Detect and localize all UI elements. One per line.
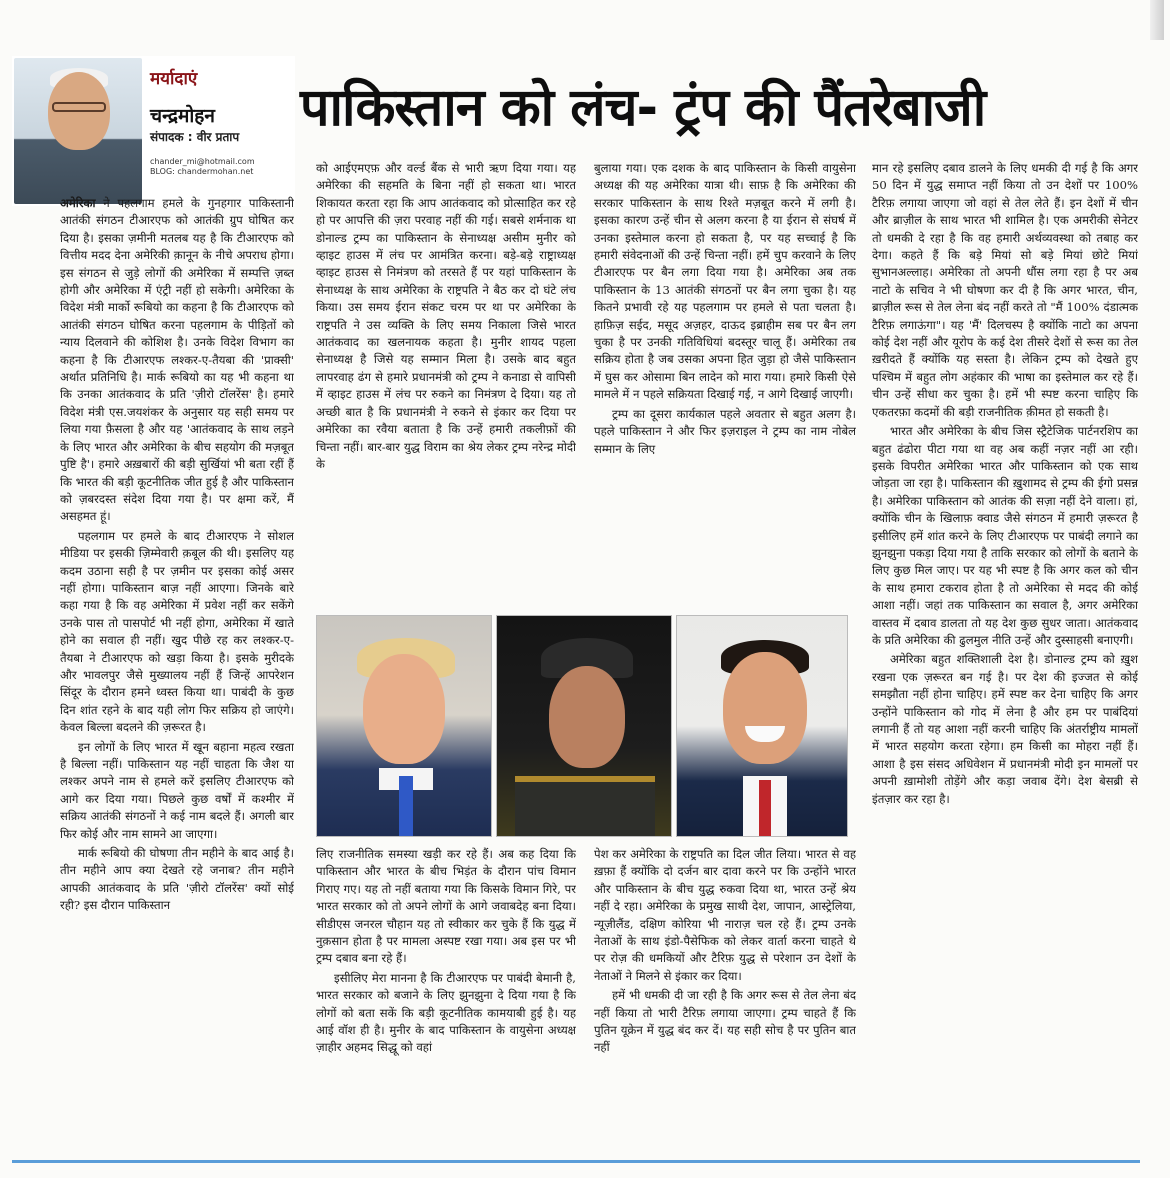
- photo-munir: [496, 615, 672, 837]
- author-blog: BLOG: chandermohan.net: [150, 167, 254, 176]
- bottom-rule: [12, 1160, 1140, 1163]
- author-glasses: [52, 102, 106, 112]
- lead-word: अमेरिका: [60, 196, 96, 210]
- paragraph: मार्क रूबियो की घोषणा तीन महीने के बाद आई है। तीन महीने आप क्या देखते रहे जनाब? तीन महीने आपकी आतंकवाद के प्रति 'ज़ीरो टॉलरेंस' क्यों सोई रही? इस दौरान पाकिस्तान: [60, 846, 294, 913]
- paragraph: ट्रम्प का दूसरा कार्यकाल पहले अवतार से बहुत अलग है। पहले पाकिस्तान ने और फिर इज़राइल ने ट्रम्प का नाम नोबेल सम्मान के लिए: [594, 406, 856, 456]
- article-column-4: [872, 160, 1138, 1150]
- headline: पाकिस्तान को लंच- ट्रंप की पैंतरेबाजी: [300, 78, 986, 138]
- article-column-3-bottom: [594, 846, 856, 1150]
- author-name: चन्द्रमोहन: [150, 105, 215, 127]
- paragraph: मान रहे इसलिए दबाव डालने के लिए धमकी दी गई है कि अगर 50 दिन में युद्ध समाप्त नहीं किया तो उन देशों पर 100% टैरिफ़ लगाया जाएगा जो वहां से तेल लेते हैं। इन देशों में चीन और ब्राज़ील के साथ भारत भी शामिल है। एक अमरीकी सेनेटर तो धमकी दे रहा है कि वह हमारी अर्थव्यवस्था को तबाह कर देगा। कहते हैं कि बड़े मियां सो बड़े मियां छोटे मियां सुभानअल्लाह। अमेरिका तो अपनी धौंस लगा रहा है पर अब नाटो के सचिव ने भी घोषणा कर दी है कि अगर भारत, चीन, ब्राज़ील रूस से तेल लेना बंद नहीं करते तो "मैं 100% दंडात्मक टैरिफ़ लगाऊंगा"। यह 'मैं' दिलचस्प है क्योंकि नाटो का अपना कोई देश नहीं और यूरोप के कई देश तीसरे देशों से रूस का तेल ख़रीदते हैं क्योंकि यह सस्ता है। लेकिन ट्रम्प को देखते हुए पश्चिम में बहुत लोग अहंकार की भाषा का इस्तेमाल कर रहे हैं। चीन उन्हें सीधा कर चुका है। हमें भी स्पष्ट करना चाहिए कि एकतरफ़ा कदमों की बड़ी राजनीतिक क़ीमत हो सकती है।: [872, 161, 1138, 419]
- paragraph: पेश कर अमेरिका के राष्ट्रपति का दिल जीत लिया। भारत से वह ख़फ़ा हैं क्योंकि दो दर्जन बार दावा करने पर कि उन्होंने भारत और पाकिस्तान के बीच युद्ध रुकवा दिया था, भारत उन्हें श्रेय नहीं दे रहा। अमेरिका के प्रमुख साथी देश, जापान, आस्ट्रेलिया, न्यूज़ीलैंड, दक्षिण कोरिया भी नाराज़ चल रहे हैं। ट्रम्प उनके नेताओं के साथ इंडो-पैसेफिक को लेकर वार्ता करना चाहते थे पर रोज़ की धमकियों और टैरिफ़ युद्ध से परेशान उन देशों के नेताओं ने मिलने से इंकार कर दिया।: [594, 847, 856, 983]
- photo-rubio: [676, 615, 848, 837]
- paragraph: हमें भी धमकी दी जा रही है कि अगर रूस से तेल लेना बंद नहीं किया तो भारी टैरिफ़ लगाया जाएगा। ट्रम्प चाहते हैं कि पुतिन यूक्रेन में युद्ध बंद कर दें। यह सही सोच है पर पुतिन बात नहीं: [594, 988, 856, 1055]
- photo-face: [363, 654, 445, 764]
- paragraph: को आईएमएफ़ और वर्ल्ड बैंक से भारी ऋण दिया गया। यह अमेरिका की सहमति के बिना नहीं हो सकता था। भारत शिकायत करता रहा कि आप आतंकवाद को प्रोत्साहित कर रहे हो पर आपत्ति की ज़रा परवाह नहीं की गई। सबसे शर्मनाक था डोनाल्ड ट्रम्प का पाकिस्तान के सेनाध्यक्ष असीम मुनीर को व्हाइट हाउस में लंच पर आमंत्रित करना। बड़े-बड़े राष्ट्राध्यक्ष व्हाइट हाउस से निमंत्रण को तरसते हैं पर यहां पाकिस्तान के सेनाध्यक्ष के साथ अमेरिका के राष्ट्रपति ने बैठ कर दो घंटे लंच किया। उस समय ईरान संकट चरम पर था पर अमेरिका के राष्ट्रपति ने उस व्यक्ति के लिए समय निकाला जिसे भारत आतंकवाद का खलनायक कहता है। मुनीर शायद पहला सेनाध्यक्ष है जिसे यह सम्मान मिला है। उसके बाद बहुत लापरवाह ढंग से हमारे प्रधानमंत्री को ट्रम्प ने कनाडा से वापिसी में व्हाइट हाउस में लंच पर रुकने का निमंत्रण दे दिया। यह तो अच्छी बात है कि प्रधानमंत्री ने रुकने से इंकार कर दिया पर अमेरिका का रवैया बताता है कि उन्हें हमारी तकलीफ़ों की चिन्ता नहीं। बार-बार युद्ध विराम का श्रेय लेकर ट्रम्प नरेन्द्र मोदी के: [316, 161, 576, 471]
- page-corner-shadow: [1150, 0, 1164, 40]
- paragraph: बुलाया गया। एक दशक के बाद पाकिस्तान के किसी वायुसेना अध्यक्ष की यह अमेरिका यात्रा थी। साफ़ है कि अमेरिका की सरकार पाकिस्तान के साथ रिश्ते मज़बूत करने में लगी है। इसका कारण उन्हें चीन से अलग करना है या ईरान से संघर्ष में उनका इस्तेमाल करना हो सकता है, पर यह सच्चाई है कि हमारी संवेदनाओं की उन्हें चिन्ता नहीं। हमें चुप करवाने के लिए टीआरएफ पर बैन लगा दिया गया है। अमेरिका अब तक पाकिस्तान के 13 आतंकी संगठनों पर बैन लगा चुका है। यह कितने प्रभावी रहे यह पहलगाम पर हमले से पता चलता है। हाफ़िज़ सईद, मसूद अज़हर, दाऊद इब्राहीम सब पर बैन लग चुका है पर उनकी गतिविधियां बदस्तूर चालू हैं। अमेरिका तब सक्रिय होता है जब उसका अपना हित जुड़ा हो जैसे पाकिस्तान में घुस कर ओसामा बिन लादेन को मारा गया। हमारे किसी ऐसे मामले में न पहले सक्रियता दिखाई गई, न आगे दिखाई जाएगी।: [594, 161, 856, 402]
- author-email: chander_mi@hotmail.com: [150, 157, 255, 166]
- photo-trump: [316, 615, 492, 837]
- photo-face: [549, 666, 625, 768]
- paragraph: अमेरिका बहुत शक्तिशाली देश है। डोनाल्ड ट्रम्प को ख़ुश रखना एक ज़रूरत बन गई है। पर देश की इज्जत से कोई समझौता नहीं होना चाहिए। हमें स्पष्ट कर देना चाहिए कि अगर उन्होंने पाकिस्तान को गोद में लेना है और हम पर पाबंदियां लगानी हैं तो यह आशा नहीं करनी चाहिए कि अंतर्राष्ट्रीय मामलों में भारत सहयोग करता रहेगा। हम किसी का मोहरा नहीं हैं। आशा है इस संसद अधिवेशन में प्रधानमंत्री मोदी इन मामलों पर अपनी ख़ामोशी तोड़ेंगे और कड़ा जवाब देंगे। देश बेसब्री से इंतज़ार कर रहा है।: [872, 652, 1138, 806]
- paragraph: लिए राजनीतिक समस्या खड़ी कर रहे हैं। अब कह दिया कि पाकिस्तान और भारत के बीच भिड़ंत के दौरान पांच विमान गिराए गए। यह तो नहीं बताया गया कि किसके विमान गिरे, पर भारत सरकार को तो अपने लोगों के आगे जवाबदेह बना दिया। सीडीएस जनरल चौहान यह तो स्वीकार कर चुके हैं कि युद्ध में नुक़सान होता है पर मामला अस्पष्ट रखा गया। अब इस पर भी ट्रम्प दबाव बना रहे हैं।: [316, 847, 576, 966]
- paragraph: पहलगाम पर हमले के बाद टीआरएफ ने सोशल मीडिया पर इसकी ज़िम्मेवारी क़बूल की थी। इसलिए यह कदम उठाना सही है पर ज़मीन पर इसका कोई असर नहीं होगा। पाकिस्तान बाज़ नहीं आएगा। जिनके बारे कहा गया है कि वह अमेरिका में प्रवेश नहीं कर सकेंगे उनके पास तो पासपोर्ट भी नहीं होगा, अमेरिका में खाते होने का सवाल ही नहीं। खुद पीछे रह कर लश्कर-ए-तैयबा ने टीआरएफ को खड़ा किया है। इसके मुरीदके और भावलपुर जैसे मुख्यालय नहीं हैं जिन्हें आपरेशन सिंदूर के दौरान हमने ध्वस्त किया था। पाबंदी के कुछ दिन शांत रहने के बाद यही लोग फिर सक्रिय हो जाएंगे। केवल बिल्ला बदलने की ज़रूरत है।: [60, 528, 294, 735]
- photo-tie: [399, 776, 413, 837]
- photo-uniform: [515, 776, 655, 837]
- article-column-3-top: [594, 160, 856, 610]
- article-column-2-top: [316, 160, 576, 610]
- article-column-1: [60, 195, 294, 1150]
- photo-face: [723, 652, 807, 764]
- paragraph: इन लोगों के लिए भारत में खून बहाना महत्व रखता है बिल्ला नहीं। पाकिस्तान यह नहीं चाहता कि जैश या लश्कर अपने नाम से हमले करें इसलिए टीआरएफ को आगे कर दिया गया। पिछले कुछ वर्षों में कश्मीर में सक्रिय आतंकी संगठनों ने कई नाम बदले हैं। अगली बार फिर कोई और नाम सामने आ जाएगा।: [60, 739, 294, 841]
- author-photo: [14, 58, 142, 204]
- column-title: मर्यादाएं: [150, 69, 198, 89]
- paragraph: इसीलिए मेरा मानना है कि टीआरएफ पर पाबंदी बेमानी है, भारत सरकार को बजाने के लिए झुनझुना दे दिया गया है कि लोगों को बता सकें कि बड़ी कूटनीतिक कामयाबी हुई है। यह आई वॉश ही है। मुनीर के बाद पाकिस्तान के वायुसेना अध्यक्ष ज़ाहीर अहमद सिद्धू को वहां: [316, 970, 576, 1055]
- paragraph: भारत और अमेरिका के बीच जिस स्ट्रैटेजिक पार्टनरशिप का बहुत ढंढोरा पीटा गया था वह अब कहीं नज़र नहीं आ रही। इसके विपरीत अमेरिका भारत और पाकिस्तान को एक साथ जोड़ता जा रहा है। पाकिस्तान की ख़ुशामद से ट्रम्प की ईगो प्रसन्न है। अमेरिका पाकिस्तान को आतंक की सज़ा नहीं देने वाला। हां, क्योंकि चीन के खिलाफ़ क्वाड जैसे संगठन में हमारी ज़रूरत है इसीलिए हमें शांत करने के लिए टीआरएफ पर पाबंदी लगाने का झुनझुना पकड़ा दिया गया है ताकि सरकार को लोगों के बताने के लिए कुछ मिल जाए। पर यह भी स्पष्ट है कि अगर कल को चीन के साथ हमारा टकराव होता है तो अमेरिका से मदद की कोई आशा नहीं। जहां तक पाकिस्तान का सवाल है, अगर अमेरिका वास्तव में दबाव डालता तो यह देश कुछ सुधर जाता। आतंकवाद के प्रति अमेरिका की ढुलमुल नीति उन्हें और दुस्साहसी बनाएगी।: [872, 424, 1138, 647]
- editor-credit: संपादक : वीर प्रताप: [150, 130, 240, 144]
- article-column-2-bottom: [316, 846, 576, 1150]
- photo-tie: [759, 780, 771, 837]
- paragraph: अमेरिका ने पहलगाम हमले के गुनहगार पाकिस्तानी आतंकी संगठन टीआरएफ को आतंकी ग्रुप घोषित कर दिया है। इसका ज़मीनी मतलब यह है कि टीआरएफ को वित्तीय मदद देना अमेरिकी क़ानून के नीचे अपराध होगा। इस संगठन से जुड़े लोगों की अमेरिका में सम्पत्ति ज़ब्त होगी और अमेरिका में एंट्री नहीं हो सकेगी। अमेरिका के विदेश मंत्री मार्को रूबियो का कहना है कि टीआरएफ को आतंकी संगठन घोषित करना पहलगाम के पीड़ितों को न्याय दिलवाने की कोशिश है। उनके विदेश विभाग का कहना है कि टीआरएफ लश्कर-ए-तैयबा की 'प्राक्सी' अर्थात प्रतिनिधि है। मार्क रूबियो का यह भी कहना था कि उनका आतंकवाद के प्रति 'ज़ीरो टॉलरेंस' है। हमारे विदेश मंत्री एस.जयशंकर के अनुसार यह सही समय पर लिया गया फ़ैसला है और यह 'आतंकवाद के साथ लड़ने के लिए भारत और अमेरिका के बीच सहयोग की मज़बूत पुष्टि है'। हमारे अख़बारों की बड़ी सुर्खियां भी बता रहीं हैं कि भारत की बड़ी कूटनीतिक जीत हुई है और पाकिस्तान को ज़बरदस्त संदेश दिया गया है। पर क्षमा करें, मैं असहमत हूं।: [60, 196, 294, 524]
